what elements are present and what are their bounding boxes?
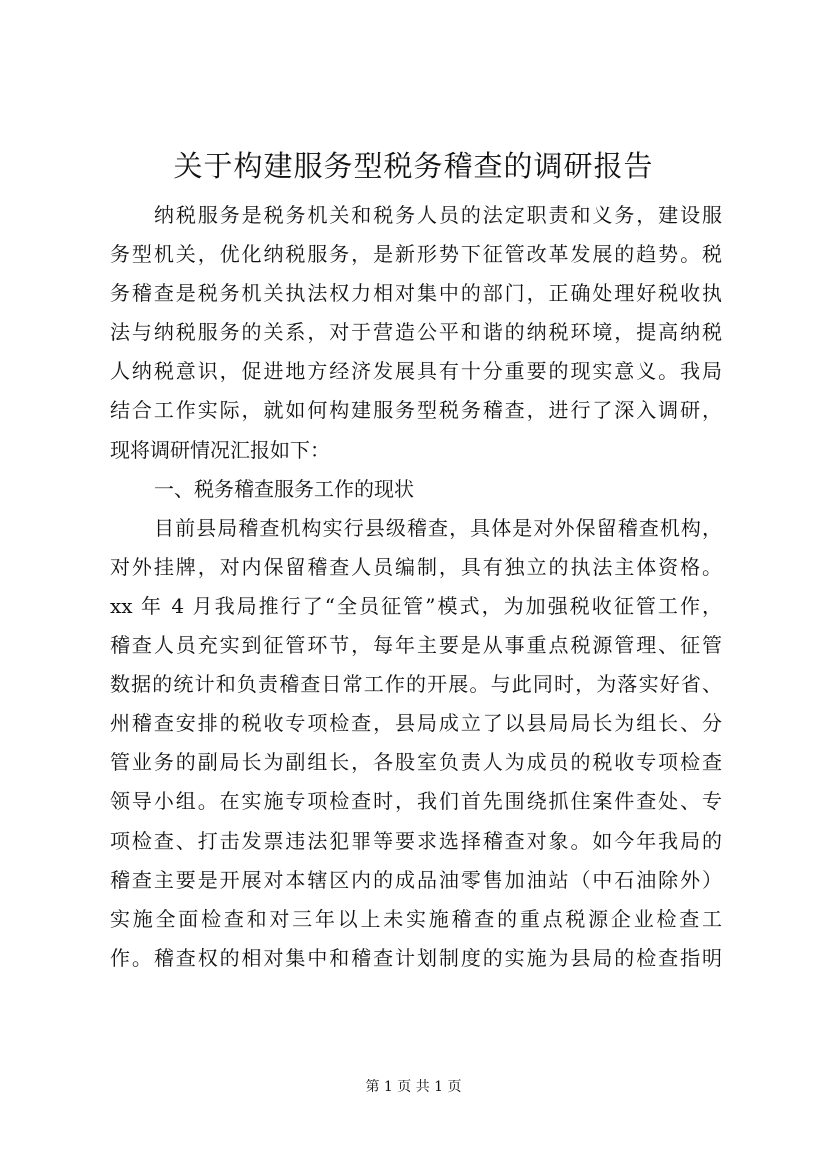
body-line: xx 年 4 月我局推行了“全员征管”模式，为加强税收征管工作， [110,593,722,618]
body-line: 务稽查是税务机关执法权力相对集中的部门，正确处理好税收执 [110,281,722,306]
body-line: 领导小组。在实施专项检查时，我们首先围绕抓住案件查处、专 [110,789,722,814]
body-line: 人纳税意识，促进地方经济发展具有十分重要的现实意义。我局 [110,359,722,384]
document-title: 关于构建服务型税务稽查的调研报告 [173,149,654,183]
body-line: 管业务的副局长为副组长，各股室负责人为成员的税收专项检查 [110,750,722,775]
body-line: 对外挂牌，对内保留稽查人员编制，具有独立的执法主体资格。 [110,554,722,579]
body-line: 稽查人员充实到征管环节，每年主要是从事重点税源管理、征管 [110,633,722,658]
page-footer: 第 1 页 共 1 页 [365,1079,462,1095]
body-line: 现将调研情况汇报如下： [110,437,330,462]
body-line: 法与纳税服务的关系，对于营造公平和谐的纳税环境，提高纳税 [110,320,722,345]
body-line: 项检查、打击发票违法犯罪等要求选择稽查对象。如今年我局的 [110,828,722,853]
body-line: 数据的统计和负责稽查日常工作的开展。与此同时，为落实好省、 [110,672,722,697]
body-line: 作。稽查权的相对集中和稽查计划制度的实施为县局的检查指明 [110,945,722,970]
body-line: 一、税务稽查服务工作的现状 [154,476,414,501]
body-line: 目前县局稽查机构实行县级稽查，具体是对外保留稽查机构， [154,515,722,540]
body-line: 结合工作实际，就如何构建服务型税务稽查，进行了深入调研， [110,398,722,423]
body-line: 纳税服务是税务机关和税务人员的法定职责和义务，建设服 [154,203,722,227]
body-line: 务型机关，优化纳税服务，是新形势下征管改革发展的趋势。税 [110,242,722,267]
document-body [110,196,722,978]
body-line: 州稽查安排的税收专项检查，县局成立了以县局局长为组长、分 [110,711,722,736]
body-line: 实施全面检查和对三年以上未实施稽查的重点税源企业检查工 [110,906,722,931]
body-line: 稽查主要是开展对本辖区内的成品油零售加油站（中石油除外） [110,867,722,892]
